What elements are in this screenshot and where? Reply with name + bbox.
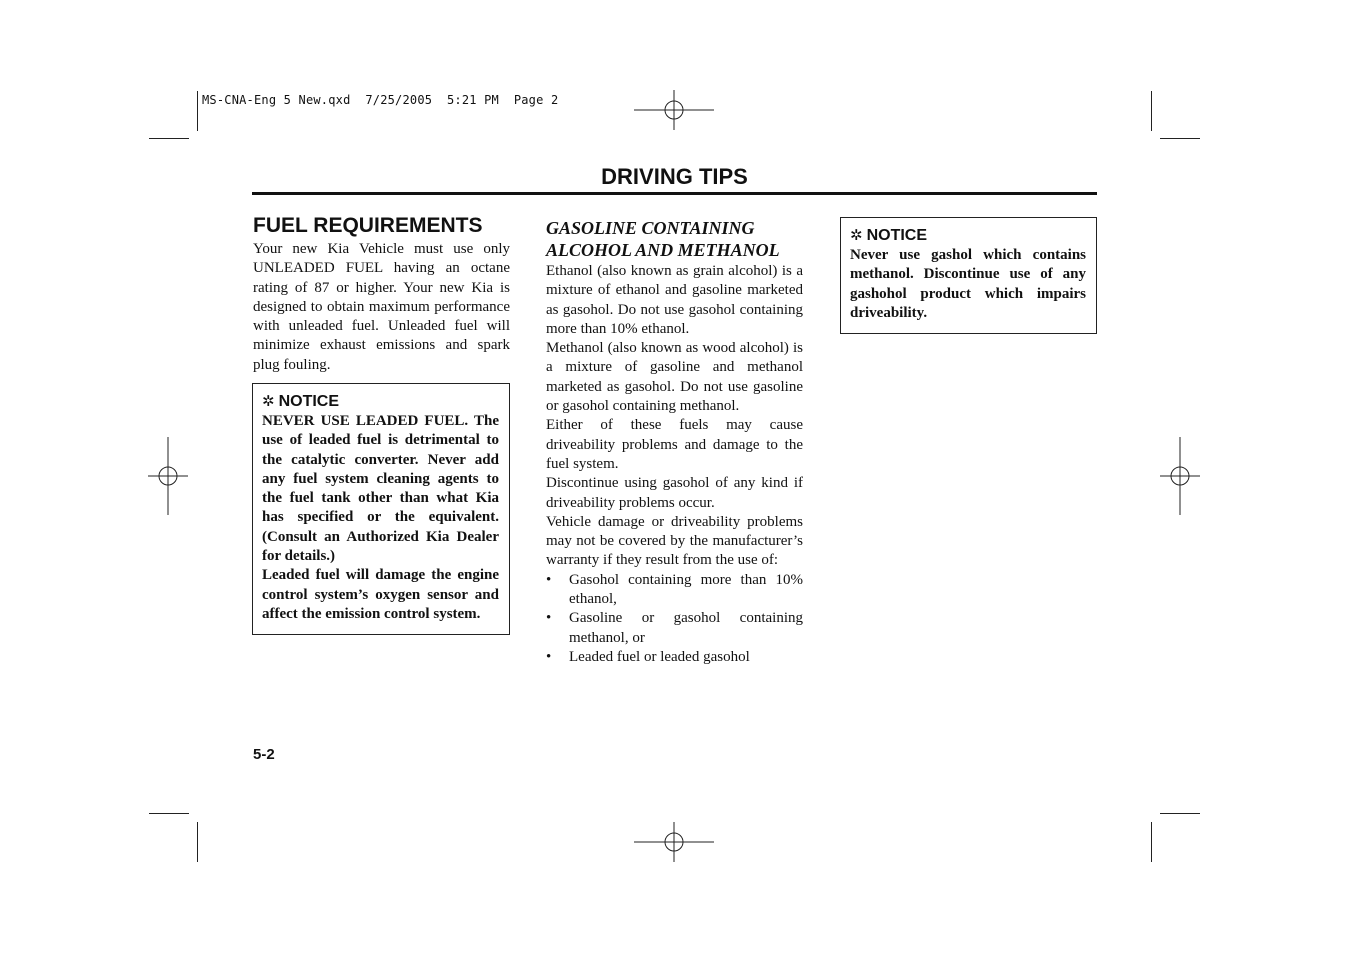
methanol-notice-box <box>840 217 1097 334</box>
fuel-bullet-list <box>546 571 803 667</box>
fuel-requirements-body: Your new Kia Vehicle must use only UNLEADED FUEL having an octane rating of 87 or higher. Your new Kia is designed to obtain maximum performance with unleaded fuel. Unleaded fuel will minimize exhaust emissions and spark plug fouling. <box>253 241 510 373</box>
notice-title <box>262 392 499 412</box>
list-item-text: Gasoline or gasohol containing methanol, or <box>569 610 803 646</box>
bullet-icon: • <box>546 610 552 627</box>
list-item <box>546 648 803 667</box>
registration-mark-top <box>634 90 714 130</box>
crop-mark-top-right-vertical <box>1151 91 1152 131</box>
notice-paragraph: Leaded fuel will damage the engine control system’s oxygen sensor and affect the emission control system. <box>262 567 499 622</box>
notice-paragraph: NEVER USE LEADED FUEL. The use of leaded fuel is detrimental to the catalytic converter. Never add any fuel system cleaning agents to the fuel tank other than what Kia has specified or the equivalent. (Consult an Authorized Kia Dealer for details.) <box>262 413 499 565</box>
body-paragraph: Either of these fuels may cause driveability problems and damage to the fuel system. <box>546 417 803 472</box>
notice-title <box>850 226 1086 246</box>
bullet-icon: • <box>546 648 552 665</box>
gasoline-alcohol-heading <box>546 217 803 261</box>
list-item <box>546 571 803 610</box>
registration-mark-left <box>148 437 188 515</box>
fuel-requirements-section <box>253 214 510 375</box>
list-item-text: Gasohol containing more than 10% ethanol, <box>569 571 803 608</box>
notice-paragraph: Never use gashol which contains methanol. Discontinue use of any gashohol product which impairs driveability. <box>850 247 1086 321</box>
crop-mark-top-left-vertical <box>197 91 198 131</box>
body-paragraph: Methanol (also known as wood alcohol) is a mixture of gasoline and methanol marketed as gasohol. Do not use gasoline or gasohol containing methanol. <box>546 340 803 415</box>
crop-mark-bottom-right-horizontal <box>1160 813 1200 814</box>
leaded-fuel-notice-box <box>252 383 510 635</box>
crop-mark-bottom-left-horizontal <box>149 813 189 814</box>
notice-title-text: NOTICE <box>866 227 928 244</box>
notice-star-icon: ✲ <box>850 227 863 244</box>
list-item-text: Leaded fuel or leaded gasohol <box>569 648 750 665</box>
crop-mark-bottom-right-vertical <box>1151 822 1152 862</box>
body-paragraph: Ethanol (also known as grain alcohol) is a mixture of ethanol and gasoline marketed as gasohol. Do not use gasohol containing more than 10% ethanol. <box>546 263 803 337</box>
body-paragraph: Discontinue using gasohol of any kind if driveability problems occur. <box>546 475 803 511</box>
heading-line: ALCOHOL AND METHANOL <box>546 240 780 260</box>
registration-mark-bottom <box>634 822 714 862</box>
crop-mark-top-right-horizontal <box>1160 138 1200 139</box>
heading-line: GASOLINE CONTAINING <box>546 218 755 238</box>
header-rule <box>252 192 1097 195</box>
chapter-title: DRIVING TIPS <box>601 164 748 189</box>
list-item <box>546 609 803 648</box>
registration-mark-right <box>1160 437 1200 515</box>
print-slug: MS-CNA-Eng 5 New.qxd 7/25/2005 5:21 PM Page 2 <box>202 93 559 107</box>
body-paragraph: Vehicle damage or driveability problems may not be covered by the manufacturer’s warranty if they result from the use of: <box>546 513 803 569</box>
gasoline-alcohol-section <box>546 217 803 667</box>
fuel-requirements-heading: FUEL REQUIREMENTS <box>253 214 483 237</box>
crop-mark-top-left-horizontal <box>149 138 189 139</box>
notice-title-text: NOTICE <box>278 393 340 410</box>
page-number: 5-2 <box>253 746 275 763</box>
notice-star-icon: ✲ <box>262 393 275 410</box>
crop-mark-bottom-left-vertical <box>197 822 198 862</box>
bullet-icon: • <box>546 571 552 588</box>
